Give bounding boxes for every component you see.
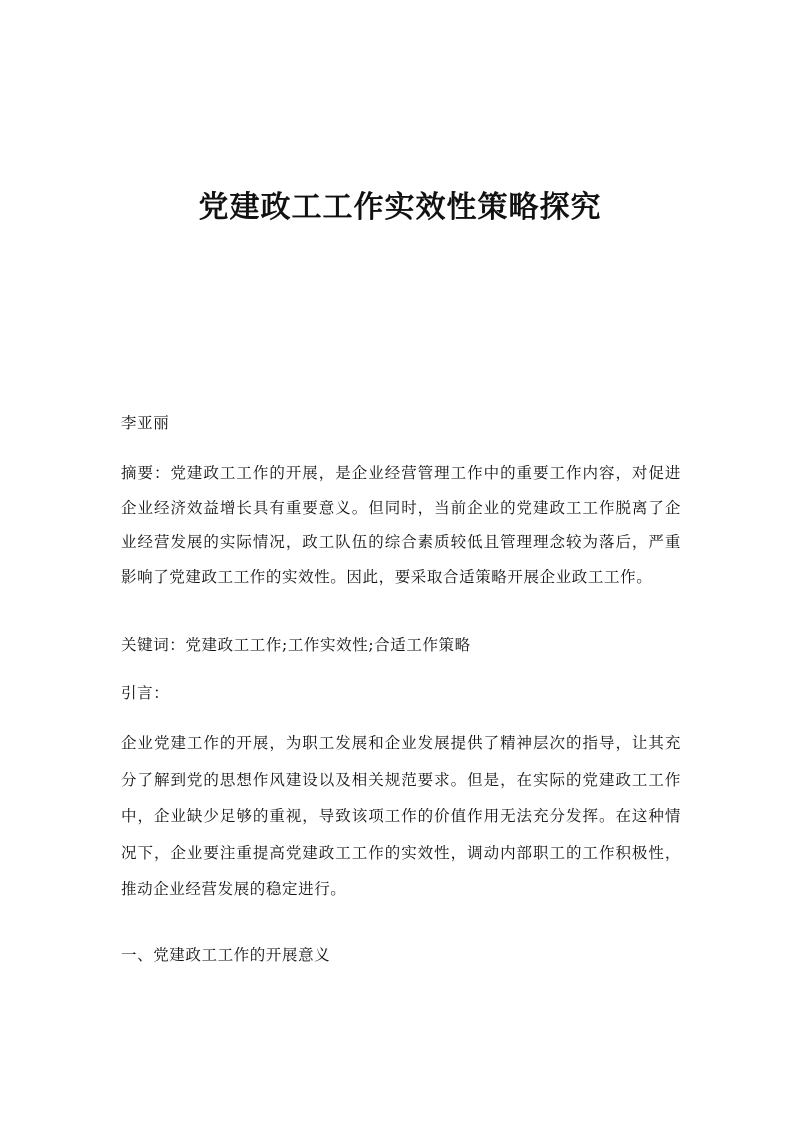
- document-title: 党建政工工作实效性策略探究: [198, 190, 602, 225]
- introduction-paragraph: 企业党建工作的开展，为职工发展和企业发展提供了精神层次的指导，让其充分了解到党的思想作风建设以及相关规范要求。但是，在实际的党建政工工作中，企业缺少足够的重视，导致该项工作的价值作用无法充分发挥。在这种情况下，企业要注重提高党建政工工作的实效性，调动内部职工的工作积极性，推动企业经营发展的稳定进行。: [121, 734, 681, 898]
- section-heading: 一、党建政工工作的开展意义: [121, 946, 331, 964]
- keywords-line: [121, 632, 681, 658]
- abstract-label: 摘要：: [121, 464, 171, 482]
- abstract-paragraph: [121, 456, 681, 594]
- keywords-label: 关键词：: [121, 636, 186, 654]
- abstract-text: 党建政工工作的开展，是企业经营管理工作中的重要工作内容，对促进企业经济效益增长具有重要意义。但同时，当前企业的党建政工工作脱离了企业经营发展的实际情况，政工队伍的综合素质较低且管理理念较为落后，严重影响了党建政工工作的实效性。因此，要采取合适策略开展企业政工工作。: [121, 464, 681, 586]
- keywords-text: 党建政工工作;工作实效性;合适工作策略: [185, 636, 471, 654]
- introduction-label: 引言：: [121, 684, 170, 702]
- author-name: 李亚丽: [121, 414, 170, 432]
